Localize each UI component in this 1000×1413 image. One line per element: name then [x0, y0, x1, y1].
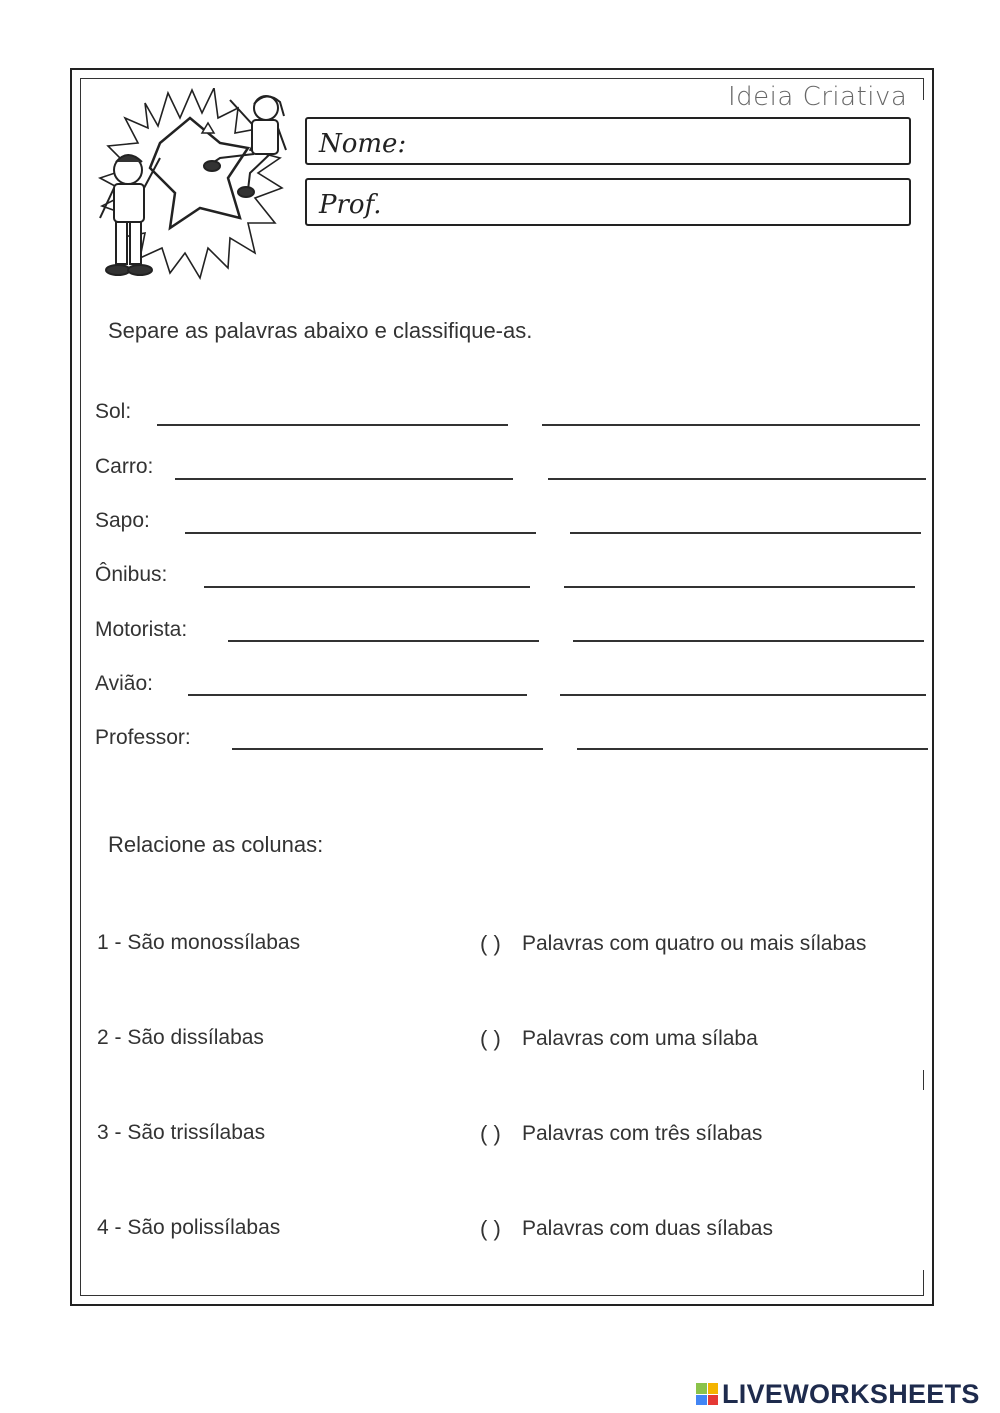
answer-line-classification[interactable]: [542, 424, 920, 426]
word-label: Avião:: [95, 672, 153, 695]
answer-line-classification[interactable]: [577, 748, 928, 750]
name-label: Nome:: [319, 129, 407, 159]
brand-text: Ideia Criativa: [728, 82, 908, 112]
match-answer-box[interactable]: ( ): [480, 1026, 501, 1051]
answer-line-classification[interactable]: [560, 694, 926, 696]
answer-line-syllables[interactable]: [157, 424, 508, 426]
match-answer-box[interactable]: ( ): [480, 1216, 501, 1241]
match-left-item: 4 - São polissílabas: [97, 1216, 281, 1239]
instruction-separate: Separe as palavras abaixo e classifique-as.: [108, 318, 533, 343]
match-answer-box[interactable]: ( ): [480, 931, 501, 956]
match-left-item: 3 - São trissílabas: [97, 1121, 266, 1144]
answer-line-classification[interactable]: [548, 478, 926, 480]
logo-square-icon: [696, 1383, 707, 1394]
answer-line-classification[interactable]: [570, 532, 921, 534]
word-label: Sol:: [95, 400, 132, 423]
teacher-field[interactable]: [305, 178, 911, 226]
border-gap: [921, 1090, 927, 1270]
word-label: Professor:: [95, 726, 191, 749]
liveworksheets-logo: [696, 1376, 980, 1412]
teacher-label: Prof.: [319, 190, 382, 220]
answer-line-syllables[interactable]: [188, 694, 527, 696]
logo-square-icon: [696, 1395, 707, 1406]
match-answer-box[interactable]: ( ): [480, 1121, 501, 1146]
border-gap: [921, 100, 927, 1070]
liveworksheets-icon: [696, 1383, 718, 1405]
logo-square-icon: [708, 1395, 719, 1406]
match-left-item: 2 - São dissílabas: [97, 1026, 264, 1049]
answer-line-syllables[interactable]: [232, 748, 543, 750]
answer-line-syllables[interactable]: [175, 478, 513, 480]
answer-line-classification[interactable]: [564, 586, 915, 588]
children-star-illustration: [90, 88, 290, 288]
answer-line-classification[interactable]: [573, 640, 924, 642]
word-label: Sapo:: [95, 509, 150, 532]
liveworksheets-text: LIVEWORKSHEETS: [722, 1378, 980, 1409]
match-left-item: 1 - São monossílabas: [97, 931, 301, 954]
word-label: Motorista:: [95, 618, 188, 641]
answer-line-syllables[interactable]: [185, 532, 536, 534]
logo-square-icon: [708, 1383, 719, 1394]
match-right-item: Palavras com uma sílaba: [522, 1027, 758, 1050]
word-label: Carro:: [95, 455, 154, 478]
word-label: Ônibus:: [95, 563, 168, 586]
match-right-item: Palavras com quatro ou mais sílabas: [522, 932, 867, 955]
instruction-match: Relacione as colunas:: [108, 832, 324, 857]
name-field[interactable]: [305, 117, 911, 165]
match-right-item: Palavras com duas sílabas: [522, 1217, 773, 1240]
answer-line-syllables[interactable]: [228, 640, 539, 642]
match-right-item: Palavras com três sílabas: [522, 1122, 763, 1145]
answer-line-syllables[interactable]: [204, 586, 530, 588]
